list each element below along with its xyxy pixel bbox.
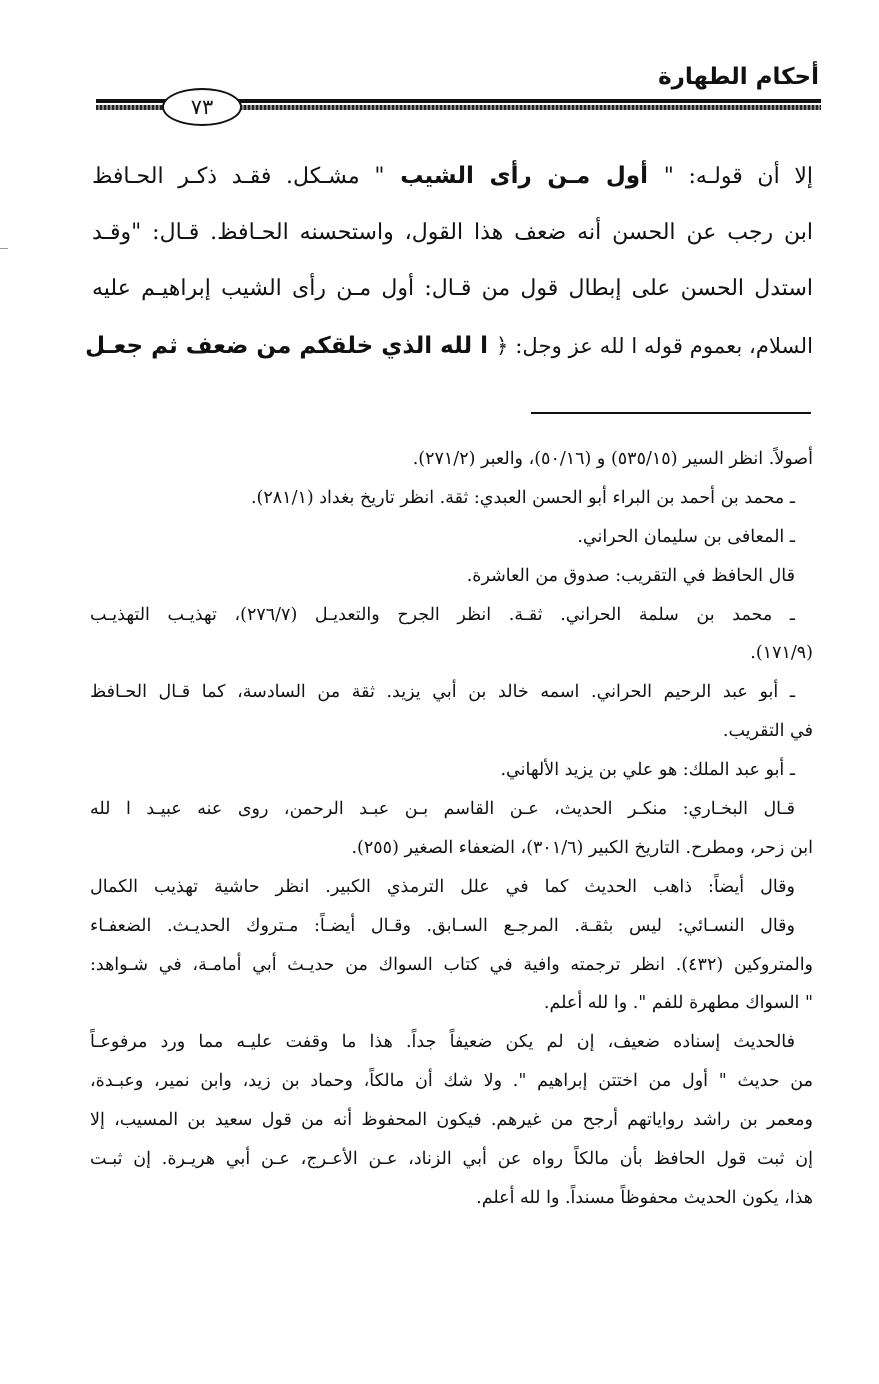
main-line-text: إلا أن قولـه: " <box>663 164 814 189</box>
footnote-line: ـ محمد بن سلمة الحراني. ثقـة. انظر الجرح والتعديـل (٢٧٦/٧)، تهذيـب التهذيـب <box>90 604 795 625</box>
quran-verse-text: ا لله الذي خلقكم من ضعف ثم جعـل <box>85 332 497 359</box>
footnote-line: (١٧١/٩). <box>750 643 813 664</box>
margin-mark <box>0 248 8 249</box>
main-line: استدل الحسن على إبطال قول من قـال: أول مـن رأى الشيب إبراهيـم عليه <box>92 276 813 301</box>
main-line <box>92 148 813 205</box>
footnote-line: ـ أبو عبد الملك: هو علي بن يزيد الألهاني. <box>500 760 795 781</box>
footnote-line: من حديث " أول من اختتن إبراهيم ". ولا شك أن مالكاً، وحماد بن زيد، وابن نمير، وعبـدة، <box>90 1071 813 1092</box>
main-line: ابن رجب عن الحسن أنه ضعف هذا القول، واستحسنه الحـافظ. قـال: "وقـد <box>92 219 813 245</box>
footnote-line: وقال أيضاً: ذاهب الحديث كما في علل الترمذي الكبير. انظر حاشية تهذيب الكمال <box>90 876 795 897</box>
footnote-line: ـ محمد بن أحمد بن البراء أبو الحسن العبدي: ثقة. انظر تاريخ بغداد (٢٨١/١). <box>250 487 795 508</box>
footnote-line: قال الحافظ في التقريب: صدوق من العاشرة. <box>466 565 795 586</box>
running-title: أحكام الطهارة <box>658 64 819 90</box>
footnote-line: فالحديث إسناده ضعيف، إن لم يكن ضعيفاً جداً. هذا ما وقفت عليـه مما ورد مرفوعـاً <box>90 1032 795 1053</box>
main-line-text: السلام، بعموم قوله ا لله عز وجل: ﴿ <box>496 333 813 359</box>
footnote-line: ومعمر بن راشد رواياتهم أرجح من غيرهم. فيكون المحفوظ أنه من قول سعيد بن المسيب، إلا <box>90 1110 813 1131</box>
main-line-text: " مشـكل. فقـد ذكـر الحـافظ <box>92 164 385 189</box>
footnote-line: ـ أبو عبد الرحيم الحراني. اسمه خالد بن أبي يزيد. ثقة من السادسة، كما قـال الحـافظ <box>90 682 795 703</box>
main-line-bold-text: أول مـن رأى الشيب <box>384 163 664 189</box>
footnote-line: ابن زحر، ومطرح. التاريخ الكبير (٣٠١/٦)، الضعفاء الصغير (٢٥٥). <box>351 837 813 858</box>
footnote-line: إن ثبت قول الحافظ بأن مالكاً رواه عن أبي الزناد، عـن الأعـرج، عـن أبي هريـرة. إن ثبـت <box>90 1149 813 1170</box>
footnote-line: وقال النسـائي: ليس بثقـة. المرجـع السـابق. وقـال أيضـاً: مـتروك الحديـث. الضعفـاء <box>90 915 795 936</box>
footnote-line: في التقريب. <box>722 721 813 742</box>
footnote-line: " السواك مطهرة للفم ". وا لله أعلم. <box>543 993 813 1014</box>
main-line <box>85 318 813 375</box>
footnote-line: والمتروكين (٤٣٢). انظر ترجمته وافية في كتاب السواك من حديـث أبي أمامـة، في شـواهد: <box>90 954 814 975</box>
main-text <box>85 148 814 374</box>
footnote-line: قـال البخـاري: منكـر الحديث، عـن القاسم بـن عبـد الرحمن، روى عنه عبيـد ا لله <box>90 799 795 820</box>
footnote-line: هذا، يكون الحديث محفوظاً مسنداً. وا لله أعلم. <box>476 1187 813 1208</box>
footnote-line: أصولاً. انظر السير (٥٣٥/١٥) و (٥٠/١٦)، والعبر (٢٧١/٢). <box>412 449 813 469</box>
footnotes <box>90 440 813 1218</box>
page-number: ٧٣ <box>162 88 242 126</box>
footnote-separator <box>531 412 811 414</box>
footnote-line: ـ المعافى بن سليمان الحراني. <box>577 526 795 547</box>
